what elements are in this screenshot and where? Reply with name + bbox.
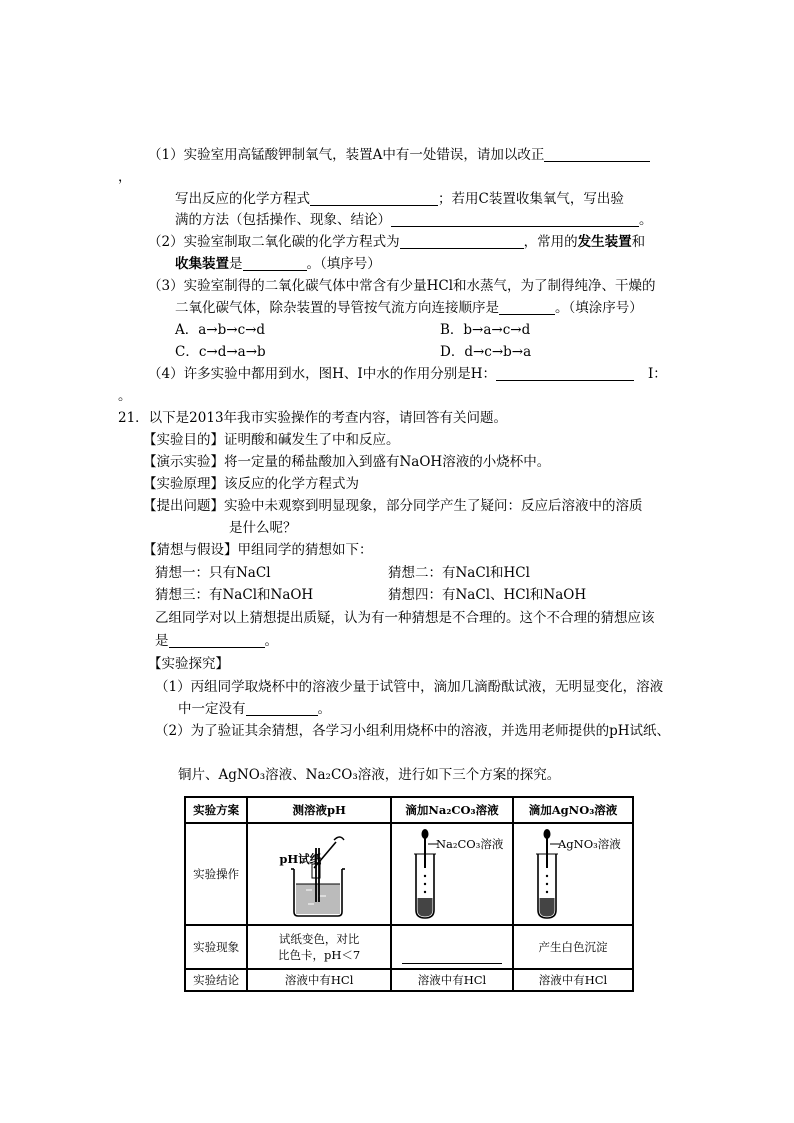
header-scheme: 实验方案 bbox=[185, 797, 247, 823]
answer-blank[interactable] bbox=[544, 147, 650, 162]
agno3-test-illustration bbox=[513, 823, 633, 925]
question-line2: 是什么呢？ bbox=[229, 520, 297, 536]
q20-p3-line1: （3）实验室制得的二氧化碳气体中常含有少量HCl和水蒸气，为了制得纯净、干燥的 bbox=[148, 278, 656, 294]
ex1-line1: （1）丙组同学取烧杯中的溶液少量于试管中，滴加几滴酚酞试液，无明显变化，溶液 bbox=[155, 679, 664, 695]
yi-line2: 是 。 bbox=[155, 633, 278, 649]
beaker-icon bbox=[248, 824, 388, 924]
row-conclusion-label: 实验结论 bbox=[185, 969, 247, 991]
answer-blank[interactable] bbox=[243, 256, 307, 271]
header-na2co3: 滴加Na₂CO₃溶液 bbox=[391, 797, 513, 823]
option-c[interactable]: C．c→d→a→b bbox=[175, 344, 266, 360]
test-tube-icon bbox=[514, 824, 632, 924]
principle-line: 【实验原理】该反应的化学方程式为 bbox=[143, 476, 359, 492]
answer-blank[interactable] bbox=[496, 366, 634, 381]
na2co3-dropper-label: Na₂CO₃溶液 bbox=[435, 837, 504, 851]
agno3-dropper-label: AgNO₃溶液 bbox=[557, 837, 621, 851]
q20-p1-comma: ， bbox=[118, 169, 132, 185]
answer-blank[interactable] bbox=[402, 963, 502, 964]
answer-blank[interactable] bbox=[400, 234, 524, 249]
observation-ph: 试纸变色，对比 比色卡，pH＜7 bbox=[247, 925, 391, 969]
ex2-line2: 铜片、AgNO₃溶液、Na₂CO₃溶液，进行如下三个方案的探究。 bbox=[178, 767, 561, 783]
ex2-line1: （2）为了验证其余猜想，各学习小组利用烧杯中的溶液，并选用老师提供的pH试纸、 bbox=[155, 723, 671, 739]
answer-blank[interactable] bbox=[169, 633, 265, 648]
q21-title: 21．以下是2013年我市实验操作的考查内容，请回答有关问题。 bbox=[118, 410, 508, 426]
answer-blank[interactable] bbox=[310, 191, 438, 206]
q20-p1-line3: 满的方法（包括操作、现象、结论） 。 bbox=[175, 212, 653, 228]
header-ph: 测溶液pH bbox=[247, 797, 391, 823]
aim-line: 【实验目的】证明酸和碱发生了中和反应。 bbox=[143, 432, 400, 448]
na2co3-test-illustration bbox=[391, 823, 513, 925]
q20-p1-line1: （1）实验室用高锰酸钾制氧气，装置A中有一处错误，请加以改正 bbox=[148, 146, 650, 164]
explore-label: 【实验探究】 bbox=[148, 656, 229, 672]
answer-blank[interactable] bbox=[246, 701, 318, 716]
question-line1: 【提出问题】实验中未观察到明显现象，部分同学产生了疑问：反应后溶液中的溶质 bbox=[143, 498, 643, 514]
q20-p2-line1: （2）实验室制取二氧化碳的化学方程式为 ，常用的发生装置和 bbox=[148, 234, 646, 250]
observation-na2co3[interactable] bbox=[391, 925, 513, 969]
q20-p3-line2: 二氧化碳气体，除杂装置的导管按气流方向连接顺序是 。（填涂序号） bbox=[175, 300, 643, 316]
guess-4: 猜想四：有NaCl、HCl和NaOH bbox=[388, 587, 587, 603]
answer-blank[interactable] bbox=[391, 212, 639, 227]
header-agno3: 滴加AgNO₃溶液 bbox=[513, 797, 633, 823]
q20-p4-end: 。 bbox=[118, 388, 132, 404]
demo-line: 【演示实验】将一定量的稀盐酸加入到盛有NaOH溶液的小烧杯中。 bbox=[143, 454, 551, 470]
option-b[interactable]: B．b→a→c→d bbox=[440, 322, 531, 338]
q20-p4-line1: （4）许多实验中都用到水，图H、I中水的作用分别是H： I： bbox=[148, 366, 667, 382]
observation-agno3: 产生白色沉淀 bbox=[513, 925, 633, 969]
guess-2: 猜想二：有NaCl和HCl bbox=[388, 565, 530, 581]
ph-paper-label: pH试纸 bbox=[279, 852, 322, 866]
conclusion-na2co3: 溶液中有HCl bbox=[391, 969, 513, 991]
q20-p2-line2: 收集装置是 。（填序号） bbox=[175, 256, 381, 272]
guess-3: 猜想三：有NaCl和NaOH bbox=[155, 587, 314, 603]
option-a[interactable]: A．a→b→c→d bbox=[175, 322, 266, 338]
row-observation-label: 实验现象 bbox=[185, 925, 247, 969]
ph-test-illustration bbox=[247, 823, 391, 925]
test-tube-icon bbox=[392, 824, 512, 924]
guess-intro: 【猜想与假设】甲组同学的猜想如下： bbox=[143, 542, 373, 558]
yi-line1: 乙组同学对以上猜想提出质疑，认为有一种猜想是不合理的。这个不合理的猜想应该 bbox=[155, 610, 655, 626]
conclusion-agno3: 溶液中有HCl bbox=[513, 969, 633, 991]
answer-blank[interactable] bbox=[499, 300, 555, 315]
experiment-table bbox=[184, 796, 634, 992]
q20-p1-line2: 写出反应的化学方程式 ；若用C装置收集氧气，写出验 bbox=[175, 191, 624, 207]
ex1-line2: 中一定没有 。 bbox=[178, 701, 331, 717]
option-d[interactable]: D．d→c→b→a bbox=[440, 344, 532, 360]
conclusion-ph: 溶液中有HCl bbox=[247, 969, 391, 991]
row-operation-label: 实验操作 bbox=[185, 823, 247, 925]
guess-1: 猜想一：只有NaCl bbox=[155, 565, 271, 581]
